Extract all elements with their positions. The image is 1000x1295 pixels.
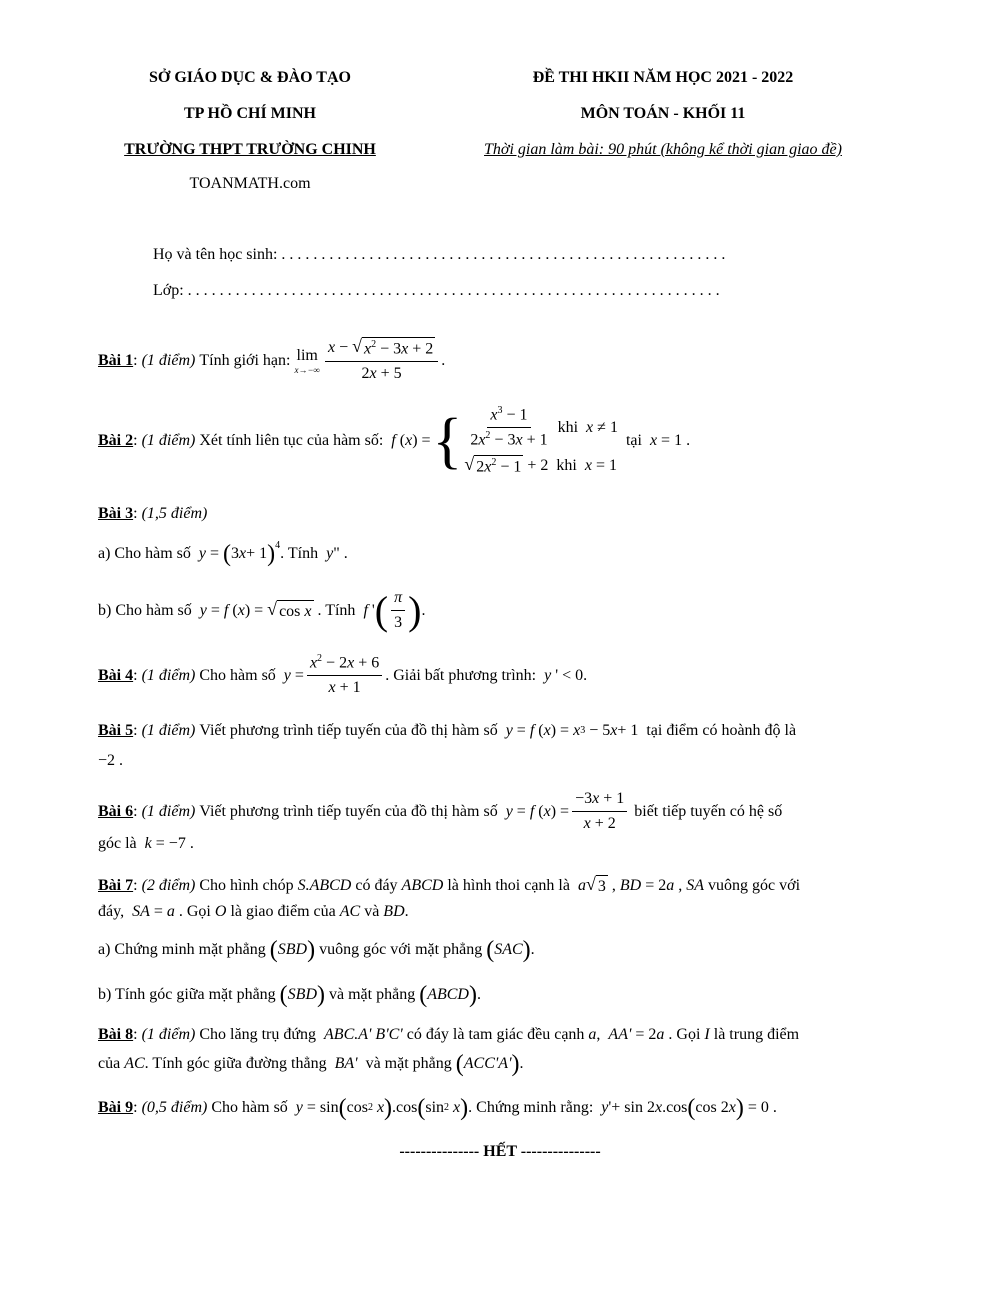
problem-3a: a) Cho hàm số y = ( 3 x + 1 ) $^4$ . Tính y " . (98, 540, 348, 567)
piecewise-cases: $\frac{x^3 - 1}{2x^2 - 3x + 1}$ khi x ≠ 1 √ $2x^2 - 1$ + 2 khi x = 1 (464, 405, 618, 475)
subject-grade: MÔN TOÁN - KHỐI 11 (580, 105, 746, 122)
exam-time: Thời gian làm bài: 90 phút (không kể thời gian giao đề) (484, 141, 842, 158)
end-marker: --------------- HẾT --------------- (399, 1143, 601, 1160)
department-name: SỞ GIÁO DỤC & ĐÀO TẠO (149, 69, 351, 86)
limit-operator: lim x→−∞ (294, 346, 320, 375)
problem-3-title: Bài 3 : (1,5 điểm) (98, 505, 208, 522)
problem-5: Bài 5 : (1 điểm) Viết phương trình tiếp tuyến của đồ thị hàm số y = f ( x ) = x 3 − 5 x + 1 tại điểm có hoành độ là (98, 722, 797, 739)
problem-6: Bài 6 : (1 điểm) Viết phương trình tiếp tuyến của đồ thị hàm số y = f ( x ) = $\frac{-3x + 1}{x + 2}$ biết tiếp tuyến có hệ số (98, 790, 783, 832)
problem-3b: b) Cho hàm số y = f ( x ) = √ cos x . Tính f ' ( $\frac{\pi}{3}$ ) . (98, 587, 426, 633)
problem-8-line2: của AC . Tính góc giữa đường thẳng BA' và mặt phẳng ( ACC'A' ) . (98, 1051, 524, 1077)
piecewise-brace: { (432, 406, 463, 475)
problem-5-line2: −2 . (98, 752, 124, 769)
problem-7b: b) Tính góc giữa mặt phẳng ( SBD ) và mặt phẳng ( ABCD ) . (98, 982, 481, 1008)
problem-4: Bài 4 : (1 điểm) Cho hàm số y = $\frac{x^2 - 2x + 6}{x + 1}$ . Giải bất phương trình: y ' < 0. (98, 653, 588, 697)
problem-2: Bài 2 : (1 điểm) Xét tính liên tục của hàm số: f ( x ) = { $\frac{x^3 - 1}{2x^2 - 3x + 1}$ khi x ≠ 1 √ $2x^2 - 1$ + 2 khi x = 1 tại x = 1 . (98, 405, 691, 475)
city-name: TP HỒ CHÍ MINH (183, 105, 316, 122)
site-name: TOANMATH.com (189, 175, 311, 192)
student-name-line: Họ và tên học sinh: . . . . . . . . . . . . . . . . . . . . . . . . . . . . . . . . . . . . . . . . . . . . . . . . . . . . . . . . (153, 246, 726, 263)
class-line: Lớp: . . . . . . . . . . . . . . . . . . . . . . . . . . . . . . . . . . . . . . . . . . . . . . . . . . . . . . . . . . . . . . . . . . . (153, 282, 720, 299)
problem-1: Bài 1 : (1 điểm) Tính giới hạn: lim x→−∞ x − √ $x^2 - 3x + 2$ 2x + 5 . (98, 336, 446, 383)
exam-title: ĐỀ THI HKII NĂM HỌC 2021 - 2022 (532, 69, 794, 86)
school-name: TRƯỜNG THPT TRƯỜNG CHINH (124, 141, 376, 158)
problem-7: Bài 7 : (2 điểm) Cho hình chóp S.ABCD có đáy ABCD là hình thoi cạnh là a √ 3 , BD = 2 a , SA vuông góc với (98, 874, 801, 895)
problem-6-line2: góc là k = −7 . (98, 835, 194, 852)
problem-8: Bài 8 : (1 điểm) Cho lăng trụ đứng ABC.A' B'C' có đáy là tam giác đều cạnh a , AA' = 2 a . Gọi I là trung điểm (98, 1026, 800, 1043)
problem-7a: a) Chứng minh mặt phẳng ( SBD ) vuông góc với mặt phẳng ( SAC ) . (98, 937, 535, 963)
limit-fraction: x − √ $x^2 - 3x + 2$ 2x + 5 (325, 337, 438, 384)
problem-7-line2: đáy, SA = a . Gọi O là giao điểm của AC và BD . (98, 903, 409, 920)
problem-9: Bài 9 : (0,5 điểm) Cho hàm số y = sin ( cos 2 x ) .cos ( sin 2 x ) . Chứng minh rằng: y '+ sin 2 x .cos ( cos 2 x ) = 0 . (98, 1095, 777, 1121)
